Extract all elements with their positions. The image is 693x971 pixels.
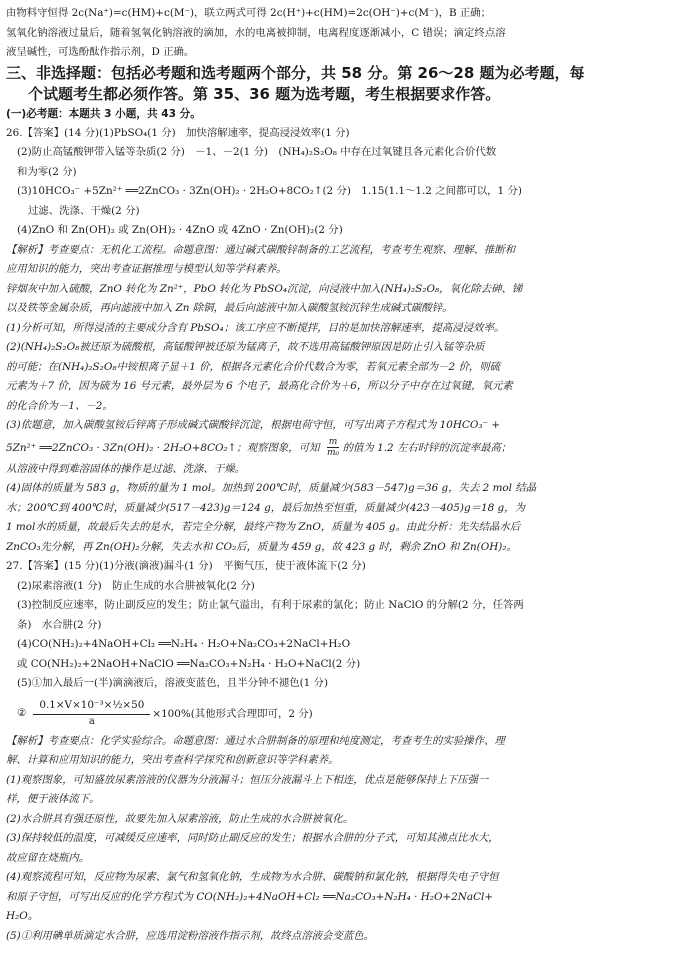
- section-heading: 三、非选择题：包括必考题和选考题两个部分，共 58 分。第 26～28 题为必考题，每: [6, 63, 585, 82]
- fraction-denominator: a: [88, 715, 95, 727]
- formula-tail: ×100%(其他形式合理即可，2 分): [152, 708, 313, 720]
- q27-analysis-line: 解、计算和应用知识的能力，突出考查科学探究和创新意识等学科素养。: [6, 754, 339, 766]
- q27-answer-line: 27.【答案】(15 分)(1)分液(滴液)漏斗(1 分) 平衡气压，使于液体流下(2 分): [6, 560, 366, 572]
- purity-fraction: [33, 699, 150, 727]
- ratio-numerator: m: [328, 437, 338, 447]
- formula-marker: ②: [17, 706, 27, 719]
- q26-analysis-line: 元素为＋7 价，因为硫为 16 号元素，最外层为 6 个电子，最高化合价为＋6，所以分子中存在过氧键，氧元素: [6, 380, 513, 392]
- q27-analysis-line: 【解析】考查要点：化学实验综合。命题意图：通过水合肼制备的原理和纯度测定，考查考生的实验操作、理: [6, 734, 505, 747]
- q26-analysis-line: 的化合价为－1、－2。: [6, 399, 113, 412]
- fraction-numerator: 0.1×V×10⁻³×½×50: [33, 699, 150, 715]
- purity-formula: [6, 694, 679, 732]
- q26-answer-line: 26.【答案】(14 分)(1)PbSO₄(1 分) 加快溶解速率，提高浸浸效率(1 分): [6, 126, 350, 139]
- q26-analysis-line: (3)依题意，加入碳酸氢铵后锌离子形成碱式碳酸锌沉淀，根据电荷守恒，可写出离子方程式为 10HCO₃⁻ +: [6, 419, 501, 431]
- q26-analysis-line: 【解析】考查要点：无机化工流程。命题意图：通过碱式碳酸锌制备的工艺流程，考查考生观察、理解、推断和: [6, 243, 516, 256]
- q26-answer-line: (2)防止高锰酸钾带入锰等杂质(2 分) －1、－2(1 分) (NH₄)₂S₂O₈ 中存在过氧键且各元素化合价代数: [17, 146, 497, 158]
- q26-analysis-line: 的可能；在(NH₄)₂S₂O₈中铵根离子显＋1 价，根据各元素化合价代数合为零，若氧元素全部为－2 价，则硫: [6, 360, 501, 373]
- q26-analysis-line-fraction: [6, 436, 679, 460]
- text-line: 液呈碱性，可选酚酞作指示剂，D 正确。: [6, 46, 195, 58]
- section-heading-cont: 个试题考生都必须作答。第 35、36 题为选考题，考生根据要求作答。: [28, 84, 501, 103]
- q26-answer-line: 过滤、洗涤、干燥(2 分): [28, 204, 140, 217]
- q26-analysis-line: (4)固体的质量为 583 g，物质的量为 1 mol。加热到 200℃时，质量减少(583－547)g＝36 g，失去 2 mol 结晶: [6, 482, 537, 494]
- q26-analysis-line: 从溶液中得到难溶固体的操作是过滤、洗涤、干燥。: [6, 462, 245, 475]
- q27-answer-line: (5)①加入最后一(半)滴滴液后，溶液变蓝色，且半分钟不褪色(1 分): [17, 677, 329, 689]
- q26-analysis-line: 水；200℃到 400℃时，质量减少(517－423)g＝124 g，最后加热至恒重，质量减少(423－405)g＝18 g，为: [6, 501, 525, 514]
- q27-analysis-line: (5)①利用碘单质滴定水合肼，应选用淀粉溶液作指示剂，故终点溶液会变蓝色。: [6, 929, 374, 942]
- q26-analysis-line: 应用知识的能力，突出考查证据推理与模型认知等学科素养。: [6, 263, 287, 275]
- q27-answer-line: 条) 水合肼(2 分): [17, 618, 102, 631]
- q26-analysis-line: ZnCO₃先分解，再 Zn(OH)₂分解，失去水和 CO₂后，质量为 459 g，故 423 g 时，剩余 ZnO 和 Zn(OH)₂。: [6, 540, 517, 553]
- q26-analysis-line: 锌烟灰中加入硫酸，ZnO 转化为 Zn²⁺，PbO 转化为 PbSO₄沉淀，向浸液中加入(NH₄)₂S₂O₈，氧化除去砷、锑: [6, 282, 523, 295]
- q27-analysis-line: (1)观察图象，可知盛放尿素溶液的仪器为分液漏斗；恒压分液漏斗上下相连，优点是能够保持上下压强一: [6, 773, 489, 786]
- q26-analysis-line: 以及铁等金属杂质，再向滤液中加入 Zn 除铜，最后向滤液中加入碳酸氢铵沉锌生成碱式碳酸锌。: [6, 302, 453, 314]
- subsection-heading: (一)必考题：本题共 3 小题，共 43 分。: [6, 107, 201, 120]
- q26-analysis-line: (1)分析可知，所得浸渣的主要成分含有 PbSO₄；该工序应不断搅拌，目的是加快溶解速率，提高浸浸效率。: [6, 321, 505, 334]
- q26-answer-line: (3)10HCO₃⁻ +5Zn²⁺ ══2ZnCO₃ · 3Zn(OH)₂ · 2H₂O+8CO₂↑(2 分) 1.15(1.1～1.2 之间都可以，1 分): [17, 185, 522, 197]
- q26-analysis-line: (2)(NH₄)₂S₂O₈被还原为硫酸根，高锰酸钾被还原为锰离子，故不选用高锰酸钾原因是防止引入锰等杂质: [6, 341, 485, 353]
- q27-answer-line: 或 CO(NH₂)₂+2NaOH+NaClO ══Na₂CO₃+N₂H₄ · H₂O+NaCl(2 分): [17, 657, 361, 670]
- text-line: 由物料守恒得 2c(Na⁺)=c(HM)+c(M⁻)，联立两式可得 2c(H⁺)+c(HM)=2c(OH⁻)+c(M⁻)，B 正确；: [6, 7, 492, 19]
- text-segment: 的值为 1.2 左右时锌的沉淀率最高；: [342, 441, 512, 454]
- q27-answer-line: (4)CO(NH₂)₂+4NaOH+Cl₂ ══N₂H₄ · H₂O+Na₂CO₃+2NaCl+H₂O: [17, 638, 351, 650]
- q27-analysis-line: 和原子守恒，可写出反应的化学方程式为 CO(NH₂)₂+4NaOH+Cl₂ ══Na₂CO₃+N₂H₄ · H₂O+2NaCl+: [6, 890, 494, 903]
- text-line: 氢氧化钠溶液过量后，随着氢氧化钠溶液的滴加，水的电离被抑制，电离程度逐渐减小，C 错误；滴定终点溶: [6, 26, 506, 39]
- q26-analysis-line: 1 mol水的质量，故最后失去的是水，若完全分解，最终产物为 ZnO，质量为 405 g。由此分析：先失结晶水后: [6, 521, 521, 533]
- q27-answer-line: (2)尿素溶液(1 分) 防止生成的水合肼被氧化(2 分): [17, 579, 255, 592]
- ratio-denominator: m₀: [326, 448, 340, 458]
- ratio-fraction: [327, 437, 340, 458]
- q26-answer-line: (4)ZnO 和 Zn(OH)₂ 或 Zn(OH)₂ · 4ZnO 或 4ZnO · Zn(OH)₂(2 分): [17, 224, 343, 236]
- q27-analysis-line: (2)水合肼具有强还原性，故要先加入尿素溶液，防止生成的水合肼被氧化。: [6, 812, 354, 825]
- q27-answer-line: (3)控制反应速率，防止副反应的发生；防止氯气溢出，有利于尿素的氯化；防止 NaClO 的分解(2 分，任答两: [17, 599, 524, 611]
- q26-answer-line: 和为零(2 分): [17, 165, 77, 178]
- q27-analysis-line: H₂O。: [6, 910, 39, 922]
- q27-analysis-line: 样，便于液体流下。: [6, 793, 100, 805]
- text-segment: 5Zn²⁺ ══2ZnCO₃ · 3Zn(OH)₂ · 2H₂O+8CO₂↑；观察图象，可知: [6, 441, 320, 454]
- q27-analysis-line: 故应留在烧瓶内。: [6, 851, 90, 864]
- q27-analysis-line: (3)保持较低的温度，可减缓反应速率，同时防止副反应的发生；根据水合肼的分子式，可知其沸点比水大，: [6, 832, 499, 844]
- q27-analysis-line: (4)观察流程可知，反应物为尿素、氯气和氢氧化钠，生成物为水合肼、碳酸钠和氯化钠，根据得失电子守恒: [6, 871, 499, 883]
